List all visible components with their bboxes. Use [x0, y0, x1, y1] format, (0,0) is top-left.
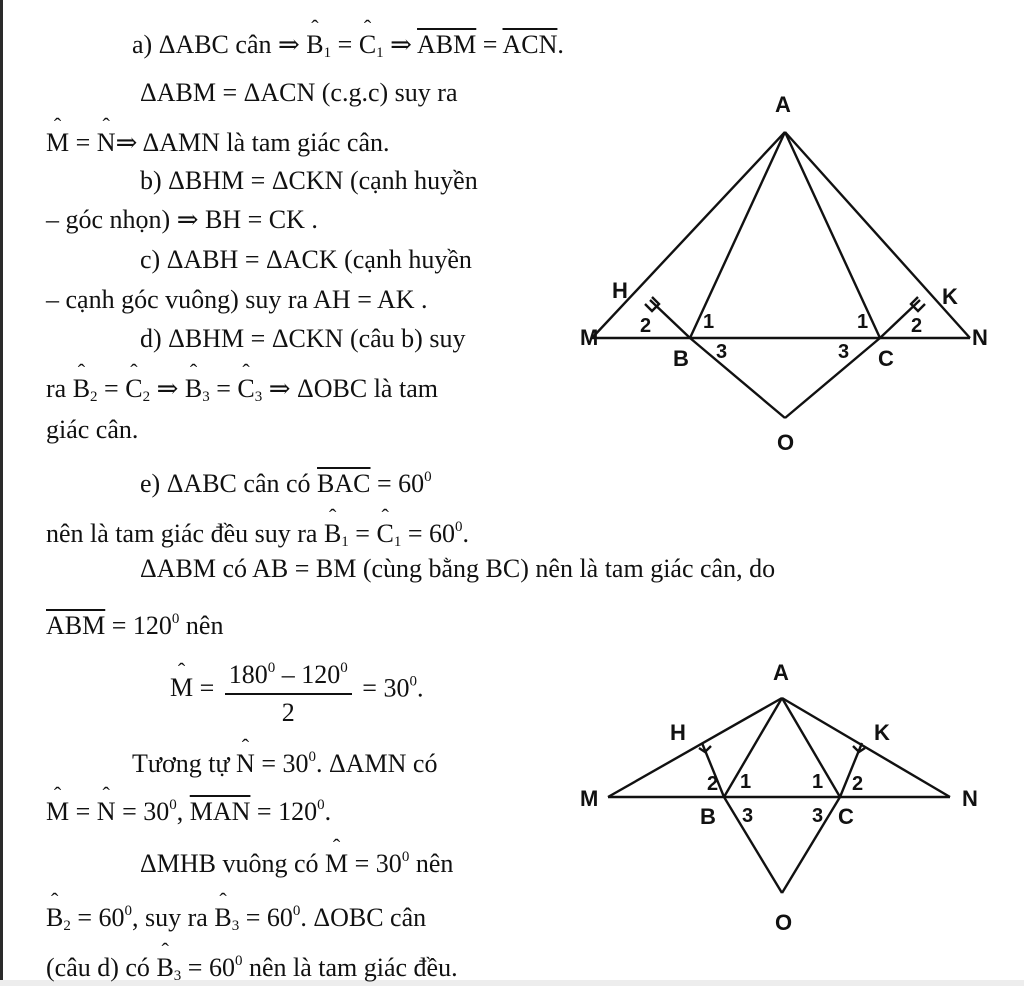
line-c-2: – cạnh góc vuông) suy ra AH = AK . [46, 285, 428, 314]
line-d-2: ra ˆ $B_2$ = ˆ $C_2$ ⇒ ˆ $B_3$ = ˆ $C_3$ ⇒ ΔOBC là tam [46, 374, 438, 412]
fig1-right-angle-h [645, 297, 659, 311]
line-b-1: b) ΔBHM = ΔCKN (cạnh huyền [140, 166, 478, 195]
line-e-7: ˆ M = ˆ $N = 30^0$, $\overline{MAN} = 120^0$. [46, 790, 331, 827]
line-e-3: ΔABM có AB = BM (cùng bằng BC) nên là tam giác cân, do [140, 554, 776, 583]
fig2-label-o: O [775, 910, 793, 935]
line-d-1: d) ΔBHM = ΔCKN (câu b) suy [140, 324, 466, 353]
fig2-angle-b3: 3 [742, 805, 754, 827]
line-b-2: – góc nhọn) ⇒ BH = CK . [46, 205, 318, 234]
fig1-label-m: M [580, 325, 599, 350]
line-d-3: giác cân. [46, 415, 139, 444]
fig2-line-an [782, 698, 950, 797]
fig2-label-k: K [874, 720, 890, 745]
figure-2 [608, 698, 950, 893]
fig2-label-h: H [670, 720, 686, 745]
fig1-angle-b3: 3 [716, 341, 728, 363]
line-e-6: Tương tự ˆ $N = 30^0$. ΔAMN có [132, 742, 437, 779]
fig2-line-ac [782, 698, 840, 797]
line-e-1: e) ΔABC cân có $\overline{BAC} = 60^0$ [140, 469, 432, 498]
fig1-right-angle-k [911, 297, 925, 311]
fig2-label-a: A [773, 660, 789, 685]
fig2-label-b: B [700, 804, 716, 829]
fig2-line-am [608, 698, 782, 797]
line-e-5: ˆ M = $\frac{180^0 - 120^0}{2}$ = $30^0$. [170, 652, 423, 729]
line-a-2: ΔABM = ΔACN (c.g.c) suy ra [140, 78, 458, 107]
fig2-label-n: N [962, 786, 978, 811]
fig1-label-b: B [673, 346, 689, 371]
fig2-angle-c2: 2 [852, 773, 864, 795]
fig1-line-bo [690, 338, 785, 418]
line-e-9: ˆ $B_2 = 60^0$, suy ra ˆ $B_3 = 60^0$. ΔOBC cân [46, 896, 426, 941]
line-e-2: nên là tam giác đều suy ra ˆ $B_1$ = ˆ $C_1 = 60^0$. [46, 512, 469, 557]
fig2-label-m: M [580, 786, 599, 811]
fig1-label-c: C [878, 346, 894, 371]
fig1-label-h: H [612, 278, 628, 303]
line-c-1: c) ΔABH = ΔACK (cạnh huyền [140, 245, 472, 274]
line-e-8: ΔMHB vuông có ˆ $M = 30^0$ nên [140, 842, 453, 879]
fig2-label-c: C [838, 804, 854, 829]
line-a-3: ˆ M = ˆ N⇒ ΔAMN là tam giác cân. [46, 128, 390, 158]
fig2-angle-c1: 1 [812, 771, 824, 793]
line-e-10: (câu d) có ˆ $B_3 = 60^0$ nên là tam giác đều. [46, 946, 458, 991]
fig1-line-co [785, 338, 880, 418]
fig1-line-ab [690, 132, 785, 338]
fig1-label-n: N [972, 325, 988, 350]
fig1-label-k: K [942, 284, 958, 309]
fig2-angle-b2: 2 [707, 773, 719, 795]
fig1-label-a: A [775, 92, 791, 117]
line-e-4: $\overline{ABM} = 120^0$ nên [46, 611, 224, 640]
figure-1 [592, 132, 970, 418]
figure-1-labels [580, 92, 988, 455]
fig1-line-ac [785, 132, 880, 338]
fraction: $\frac{180^0 - 120^0}{2}$ [225, 652, 352, 729]
fig2-angle-b1: 1 [740, 771, 752, 793]
fig2-line-co [782, 797, 840, 893]
fig2-line-ab [724, 698, 782, 797]
fig1-angle-c2: 2 [911, 315, 923, 337]
fig1-angle-b1: 1 [703, 311, 715, 333]
fig2-angle-c3: 3 [812, 805, 824, 827]
fig1-angle-b2: 2 [640, 315, 652, 337]
line-a-1: a) ΔABC cân ⇒ ˆ $B_1$ = ˆ $C_1$ ⇒ $\overline{ABM} = \overline{ACN}$. [132, 30, 564, 68]
fig1-angle-c1: 1 [857, 311, 869, 333]
fig1-line-am [592, 132, 785, 338]
fig1-angle-c3: 3 [838, 341, 850, 363]
fig1-label-o: O [777, 430, 795, 455]
